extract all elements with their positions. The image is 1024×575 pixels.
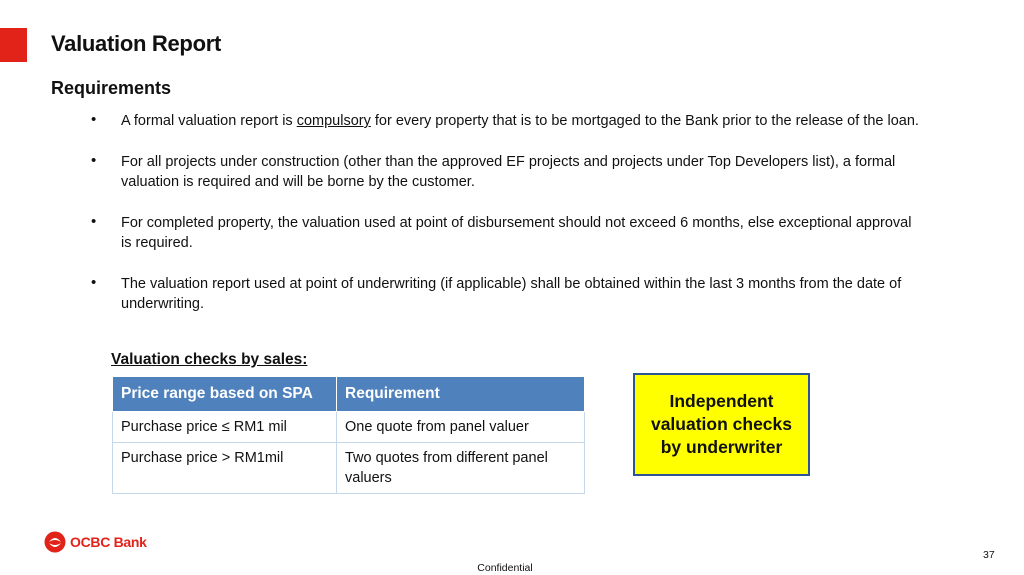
page-number: 37 [983,549,995,561]
title-accent-bar [0,28,27,62]
bullet-text: A formal valuation report is [121,113,297,129]
ocbc-logo [44,531,147,553]
list-item [91,111,921,132]
bullet-icon: • [91,111,97,128]
bullet-text: For completed property, the valuation used at point of disbursement should not exceed 6 months, else exceptional approval is required. [121,214,912,251]
bullet-icon: • [91,273,97,291]
valuation-checks-table [112,376,585,494]
confidential-footer: Confidential [477,562,533,574]
table-row [113,443,585,494]
page-title: Valuation Report [51,31,221,56]
logo-text: OCBC Bank [70,534,147,550]
column-header: Requirement [337,377,585,412]
requirements-list [91,111,921,335]
table-cell: One quote from panel valuer [337,412,585,443]
bullet-icon: • [91,212,97,230]
underwriter-callout-box [633,373,810,476]
table-cell: Purchase price > RM1mil [113,443,337,494]
bullet-icon: • [91,151,97,169]
bullet-text: for every property that is to be mortgaged to the Bank prior to the release of the loan. [370,113,919,129]
bullet-text: The valuation report used at point of underwriting (if applicable) shall be obtained within the last 3 months from the date of underwriting. [121,275,902,312]
bullet-text: For all projects under construction (other than the approved EF projects and projects under Top Developers list), a formal valuation is required and will be borne by the customer. [121,153,896,190]
ocbc-logo-icon [44,531,66,553]
table-row [113,412,585,443]
list-item [91,274,921,315]
emphasis-text: compulsory [296,113,371,129]
table-heading: Valuation checks by sales: [111,351,308,368]
table-header-row [113,377,585,412]
column-header: Price range based on SPA [113,377,337,412]
section-heading: Requirements [51,78,172,98]
list-item [91,213,921,254]
callout-text: Independent valuation checks by underwriter [650,391,793,457]
table-cell: Purchase price ≤ RM1 mil [113,412,337,443]
list-item [91,152,921,193]
table-cell: Two quotes from different panel valuers [337,443,585,494]
